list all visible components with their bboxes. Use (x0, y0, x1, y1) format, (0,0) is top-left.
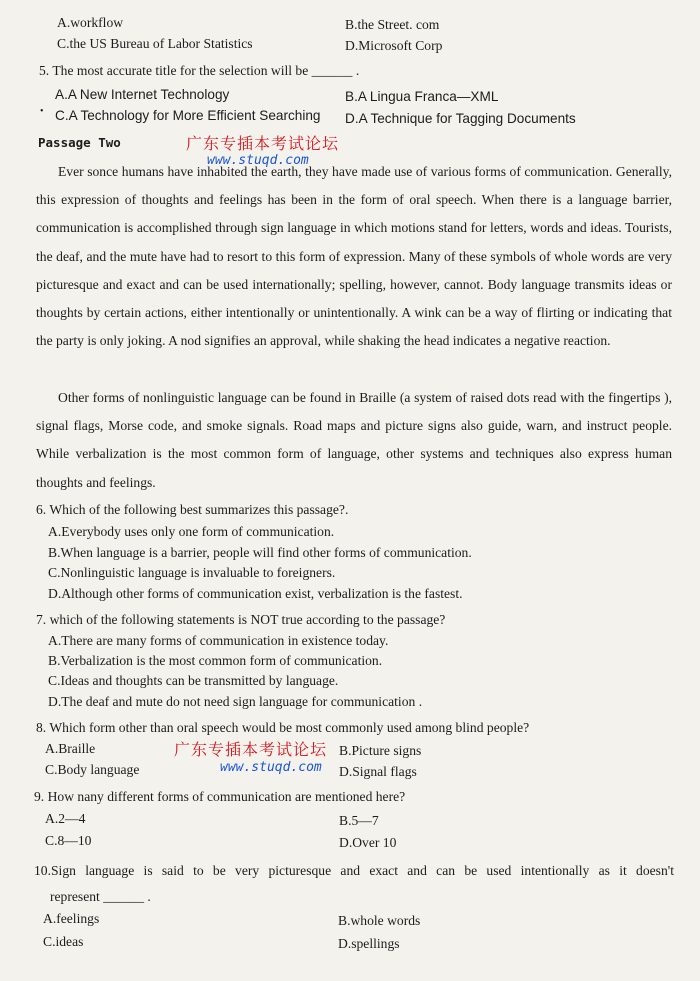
q6-option-b: B.When language is a barrier, people will find other forms of communication. (48, 545, 472, 560)
q7-option-c: C.Ideas and thoughts can be transmitted by language. (48, 673, 339, 688)
q8-option-c: C.Body language (45, 762, 140, 777)
q7-stem: 7. which of the following statements is NOT true according to the passage? (36, 612, 446, 627)
q8-stem: 8. Which form other than oral speech would be most commonly used among blind people? (36, 720, 530, 735)
q9-option-a: A.2—4 (45, 811, 86, 826)
q5-option-c: C.A Technology for More Efficient Searching (55, 108, 321, 123)
q6-stem: 6. Which of the following best summarizes this passage?. (36, 502, 349, 517)
q5-option-b: B.A Lingua Franca—XML (345, 89, 499, 104)
watermark-text: 广东专插本考试论坛 (174, 740, 328, 759)
q4-option-b: B.the Street. com (345, 17, 440, 32)
passage-paragraph-2: Other forms of nonlinguistic language can be found in Braille (a system of raised dots read with the fingertips ), signal flags, Morse code, and smoke signals. Road maps and picture signs also guide, warn, and instruct people. While verbalization is the most common form of language, other systems and techniques also express human thoughts and feelings. (36, 390, 672, 490)
q10-option-c: C.ideas (43, 934, 84, 949)
q7-option-d: D.The deaf and mute do not need sign language for communication . (48, 694, 423, 709)
q10-option-d: D.spellings (338, 936, 400, 951)
passage-heading: Passage Two (38, 135, 121, 150)
q5-option-a: A.A New Internet Technology (55, 87, 230, 102)
q9-option-d: D.Over 10 (339, 835, 397, 850)
watermark-text: 广东专插本考试论坛 (186, 134, 340, 153)
q6-option-d: D.Although other forms of communication exist, verbalization is the fastest. (48, 586, 463, 601)
watermark-url: www.stuqd.com (207, 153, 309, 168)
watermark-url: www.stuqd.com (220, 760, 322, 775)
q9-stem: 9. How nany different forms of communication are mentioned here? (34, 789, 406, 804)
q10-option-b: B.whole words (338, 913, 421, 928)
q4-option-a: A.workflow (57, 15, 124, 30)
passage-paragraph-1: Ever sonce humans have inhabited the earth, they have made use of various forms of communication. Generally, this expression of thoughts and feelings has been in the form of oral speech. When there is a language barrier, communication is accomplished through sign language in which motions stand for letters, words and ideas. Tourists, the deaf, and the mute have had to resort to this form of expression. Many of these symbols of whole words are very picturesque and exact and can be used internationally; spelling, however, cannot. Body language transmits ideas or thoughts by certain actions, either intentionally or unintentionally. A wink can be a way of flirting or indicating that the party is only joking. A nod signifies an approval, while shaking the head indicates a negative reaction. (36, 164, 672, 349)
q4-option-c: C.the US Bureau of Labor Statistics (57, 36, 253, 51)
bullet-dot: • (40, 106, 44, 117)
q7-option-a: A.There are many forms of communication in existence today. (48, 633, 389, 648)
q8-option-a: A.Braille (45, 741, 96, 756)
q9-option-b: B.5—7 (339, 813, 379, 828)
q4-option-d: D.Microsoft Corp (345, 38, 443, 53)
q5-stem: 5. The most accurate title for the selection will be ______ . (39, 63, 360, 78)
q9-option-c: C.8—10 (45, 833, 92, 848)
q6-option-c: C.Nonlinguistic language is invaluable to foreigners. (48, 565, 336, 580)
q10-option-a: A.feelings (43, 911, 100, 926)
q8-option-d: D.Signal flags (339, 764, 417, 779)
q10-stem-continued: represent ______ . (50, 889, 151, 904)
q10-stem: 10.Sign language is said to be very picturesque and exact and can be used intentionally as it doesn't (34, 863, 674, 878)
q8-option-b: B.Picture signs (339, 743, 422, 758)
q7-option-b: B.Verbalization is the most common form of communication. (48, 653, 383, 668)
q5-option-d: D.A Technique for Tagging Documents (345, 111, 576, 126)
q6-option-a: A.Everybody uses only one form of communication. (48, 524, 335, 539)
